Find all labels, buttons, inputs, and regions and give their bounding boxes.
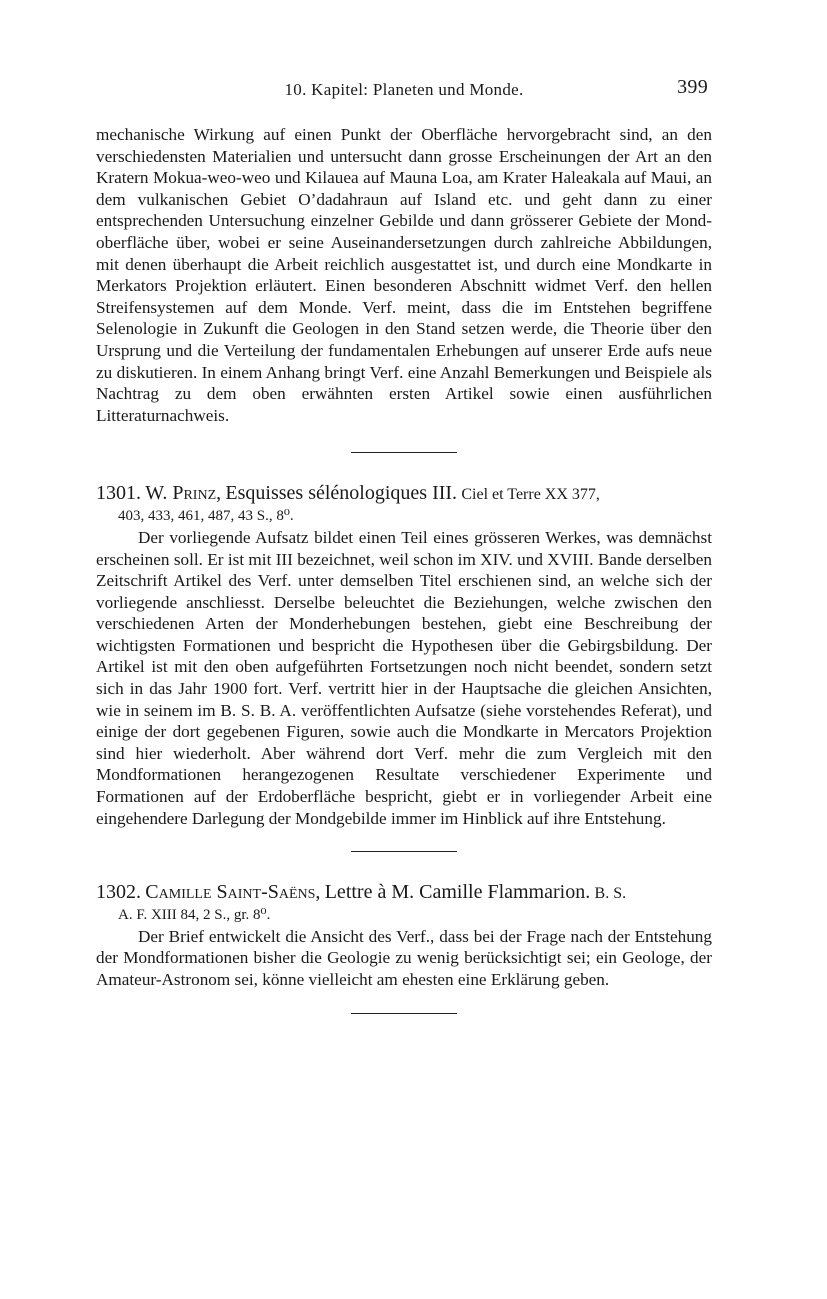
entry-abstract: Der Brief entwickelt die Ansicht des Verf., dass bei der Frage nach der Entstehung der Mondformationen bisher die Geologie zu wenig berücksichtigt sei; ein Geologe, der Amateur-Astronom sei, könne vielleicht am ehesten eine Erklärung geben. <box>96 926 712 989</box>
page-number: 399 <box>677 76 708 98</box>
entry-title: Lettre à M. Camille Flammarion. <box>324 881 591 904</box>
entry-heading <box>96 483 712 506</box>
entry-author: Camille Saint-Saëns, <box>145 881 321 904</box>
entry-heading <box>96 882 712 905</box>
entry-1302 <box>96 882 712 990</box>
entry-biblio: A. F. XIII 84, 2 S., gr. 8⁰. <box>118 906 271 923</box>
entry-abstract: Der vorliegende Aufsatz bildet einen Teil eines grösseren Werkes, was demnächst erscheinen soll. Er ist mit III bezeichnet, weil schon im XIV. und XVIII. Bande derselben Zeitschrift Artikel des Verf. unter demselben Titel erschienen sind, an welche sich der vorliegende anschliesst. Derselbe beleuchtet die Beziehungen, welche zwischen den verschiedenen Arten der Monderhebungen bestehen, giebt eine Beschreibung der wichtigsten Formationen und bespricht die Hypothesen über die Gebirgsbildung. Der Artikel ist mit den oben aufgeführten Fortsetzungen noch nicht beendet, sondern setzt sich in das Jahr 1900 fort. Verf. vertritt hier in der Hauptsache die gleichen Ansichten, wie in seinem im B. S. B. A. veröffentlichten Aufsatze (siehe vorstehendes Referat), und einige der dort gegebenen Figuren, sowie auch die Mondkarte in Mercators Projektion sind hier wiederholt. Aber während dort Verf. mehr die zum Vergleich mit den Mondformationen herangezogenen Resultate verschiedener Experimente und Formationen auf der Erdoberfläche bespricht, giebt er in vorliegender Arbeit eine eingehendere Darlegung der Mondgebilde immer im Hinblick auf ihre Entstehung. <box>96 527 712 828</box>
chapter-title: 10. Kapitel: Planeten und Monde. <box>284 80 524 99</box>
entry-biblio: 403, 433, 461, 487, 43 S., 8⁰. <box>118 507 294 524</box>
entry-number: 1302. <box>96 881 141 904</box>
separator-rule <box>351 851 457 852</box>
running-head <box>96 72 712 100</box>
entry-number: 1301. <box>96 482 141 505</box>
entry-source: Ciel et Terre XX 377, <box>461 486 600 504</box>
separator-rule <box>351 452 457 453</box>
entry-1301 <box>96 483 712 829</box>
page <box>96 72 712 1014</box>
entry-author: W. Prinz, <box>145 482 222 505</box>
entry-title: Esquisses sélénologiques III. <box>225 482 458 505</box>
separator-rule <box>351 1013 457 1014</box>
entry-source: B. S. <box>594 885 627 903</box>
continued-paragraph: mechanische Wirkung auf einen Punkt der Oberfläche hervorgebracht sind, an den verschiedensten Materialien und untersucht dann grosse Erscheinungen der Art an den Kratern Mokua-weo-weo und Kilauea auf Mauna Loa, am Krater Haleakala auf Maui, an dem vulkanischen Gebiet O’dadahraun auf Island etc. und geht dann zu einer entsprechenden Untersuchung einzelner Gebilde und dann grösserer Gebiete der Mondoberfläche über, wobei er seine Auseinandersetzungen durch zahlreiche Abbildungen, mit denen überhaupt die Arbeit reichlich ausgestattet ist, und durch eine Mondkarte in Merkators Projektion erläutert. Einen besonderen Abschnitt widmet Verf. den hellen Streifensystemen auf dem Monde. Verf. meint, dass die im Entstehen begriffene Selenologie in Zukunft die Geologen in den Stand setzen werde, die Theorie über den Ursprung und die Verteilung der fundamentalen Erhebungen auf unserer Erde aufs neue zu diskutieren. In einem Anhang bringt Verf. eine Anzahl Bemerkungen und Beispiele als Nachtrag zu dem oben erwähnten ersten Artikel sowie einen ausführlichen Litteraturnachweis. <box>96 125 712 425</box>
